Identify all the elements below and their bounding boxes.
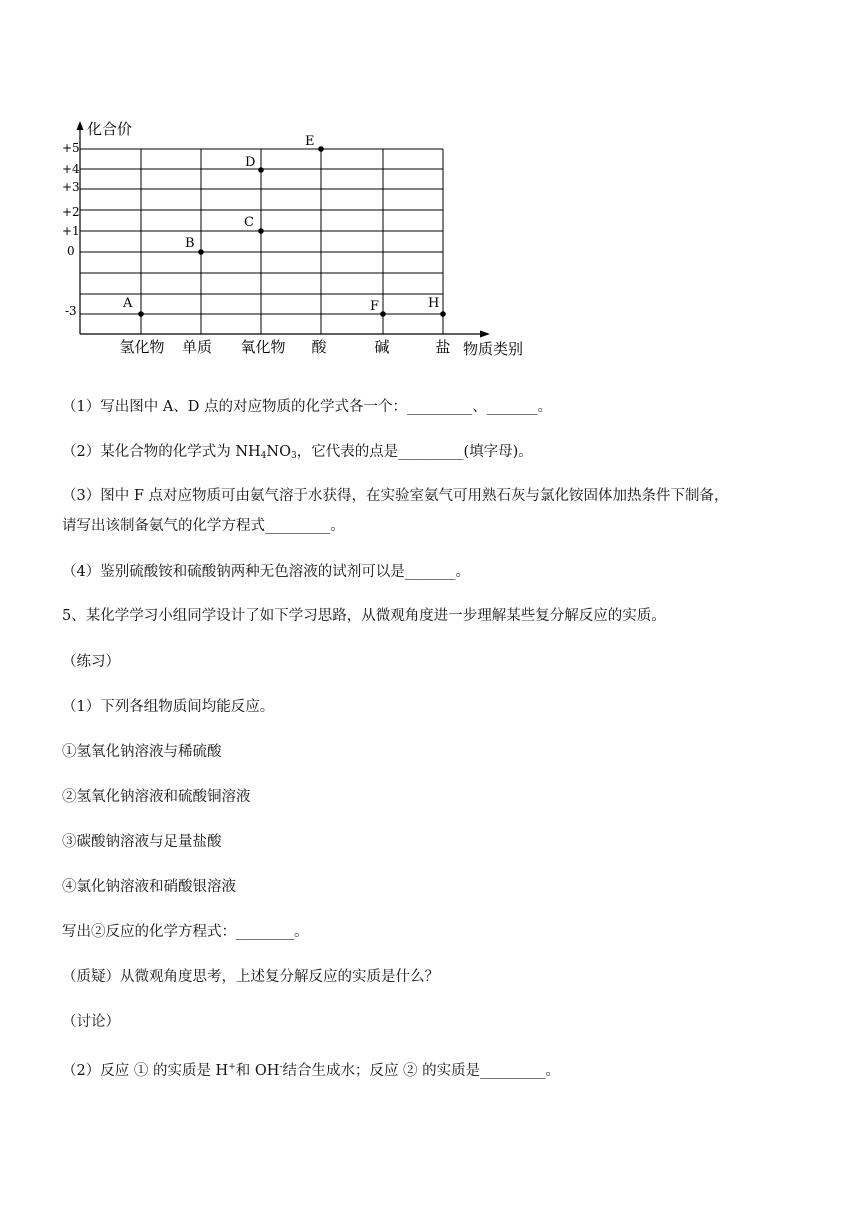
question-2-sub1: 4 xyxy=(260,451,267,461)
question-5-2-sup1: + xyxy=(228,1062,236,1072)
reaction-item-1: ①氢氧化钠溶液与稀硫酸 xyxy=(62,744,222,760)
y-tick-label: +2 xyxy=(62,205,80,219)
question-4: （4）鉴别硫酸铵和硫酸钠两种无色溶液的试剂可以是_______。 xyxy=(62,564,470,580)
x-category-label: 单质 xyxy=(181,338,213,356)
question-1: （1）写出图中 A、D 点的对应物质的化学式各一个：_________、_______。 xyxy=(62,399,553,415)
reaction-item-2: ②氢氧化钠溶液和硫酸铜溶液 xyxy=(62,789,251,805)
point-label-h: H xyxy=(428,296,440,311)
question-5-2-mid: 和 OH xyxy=(235,1063,280,1079)
problem-5-intro: 5、某化学学习小组同学设计了如下学习思路，从微观角度进一步理解某些复分解反应的实质。 xyxy=(62,608,666,624)
x-category-label: 氧化物 xyxy=(240,338,286,356)
problem-5-question-2 xyxy=(62,1057,560,1081)
y-tick-label: -3 xyxy=(65,304,77,318)
reaction-item-3: ③碳酸钠溶液与足量盐酸 xyxy=(62,834,222,850)
question-2-pre: （2）某化合物的化学式为 NH xyxy=(62,444,261,460)
write-equation-2: 写出②反应的化学方程式：________。 xyxy=(62,924,309,940)
data-point-f xyxy=(380,311,386,317)
point-label-e: E xyxy=(305,134,315,149)
data-points xyxy=(122,134,446,317)
point-label-f: F xyxy=(370,299,380,314)
data-point-a xyxy=(138,311,144,317)
data-point-b xyxy=(198,249,204,255)
y-tick-label: +4 xyxy=(62,162,80,176)
data-point-h xyxy=(440,311,446,317)
point-label-c: C xyxy=(244,215,254,230)
question-3-line-2: 请写出该制备氨气的化学方程式_________。 xyxy=(62,518,345,534)
point-label-b: B xyxy=(185,236,195,251)
valence-chart xyxy=(60,112,540,362)
data-point-e xyxy=(318,146,324,152)
x-category-label: 氢化物 xyxy=(119,338,165,356)
y-axis-label: 化合价 xyxy=(87,120,133,138)
discussion-heading: （讨论） xyxy=(62,1014,120,1030)
data-point-c xyxy=(258,228,264,234)
problem-5-question-1: （1）下列各组物质间均能反应。 xyxy=(62,699,275,715)
x-category-labels xyxy=(119,338,450,356)
question-2 xyxy=(62,442,533,466)
question-5-2-pre: （2）反应 ① 的实质是 H xyxy=(62,1063,229,1079)
y-tick-label: 0 xyxy=(67,244,75,258)
question-5-2-post: 结合生成水；反应 ② 的实质是_________。 xyxy=(282,1063,560,1079)
x-category-label: 盐 xyxy=(435,338,451,356)
y-tick-labels xyxy=(62,141,80,318)
question-2-sub2: 3 xyxy=(290,451,297,461)
y-tick-label: +5 xyxy=(62,141,80,155)
doubt-paragraph: （质疑）从微观角度思考，上述复分解反应的实质是什么？ xyxy=(62,969,439,985)
y-tick-label: +3 xyxy=(62,180,80,194)
x-category-label: 酸 xyxy=(311,338,327,356)
question-3-line-1: （3）图中 F 点对应物质可由氨气溶于水获得，在实验室氨气可用熟石灰与氯化铵固体加热条件下制备， xyxy=(62,488,729,504)
question-2-post: ，它代表的点是_________(填字母)。 xyxy=(296,444,533,460)
x-axis-label: 物质类别 xyxy=(463,340,524,358)
y-tick-label: +1 xyxy=(62,224,80,238)
practice-heading: （练习） xyxy=(62,654,120,670)
x-axis-arrow xyxy=(480,331,490,338)
reaction-item-4: ④氯化钠溶液和硝酸银溶液 xyxy=(62,879,236,895)
y-axis-arrow xyxy=(77,121,84,130)
point-label-a: A xyxy=(123,296,133,311)
question-2-mid: NO xyxy=(266,444,291,460)
data-point-d xyxy=(258,167,264,173)
chart-grid xyxy=(80,149,443,334)
question-5-2-sup2: - xyxy=(279,1062,283,1072)
point-label-d: D xyxy=(245,155,256,170)
x-category-label: 碱 xyxy=(374,338,390,356)
